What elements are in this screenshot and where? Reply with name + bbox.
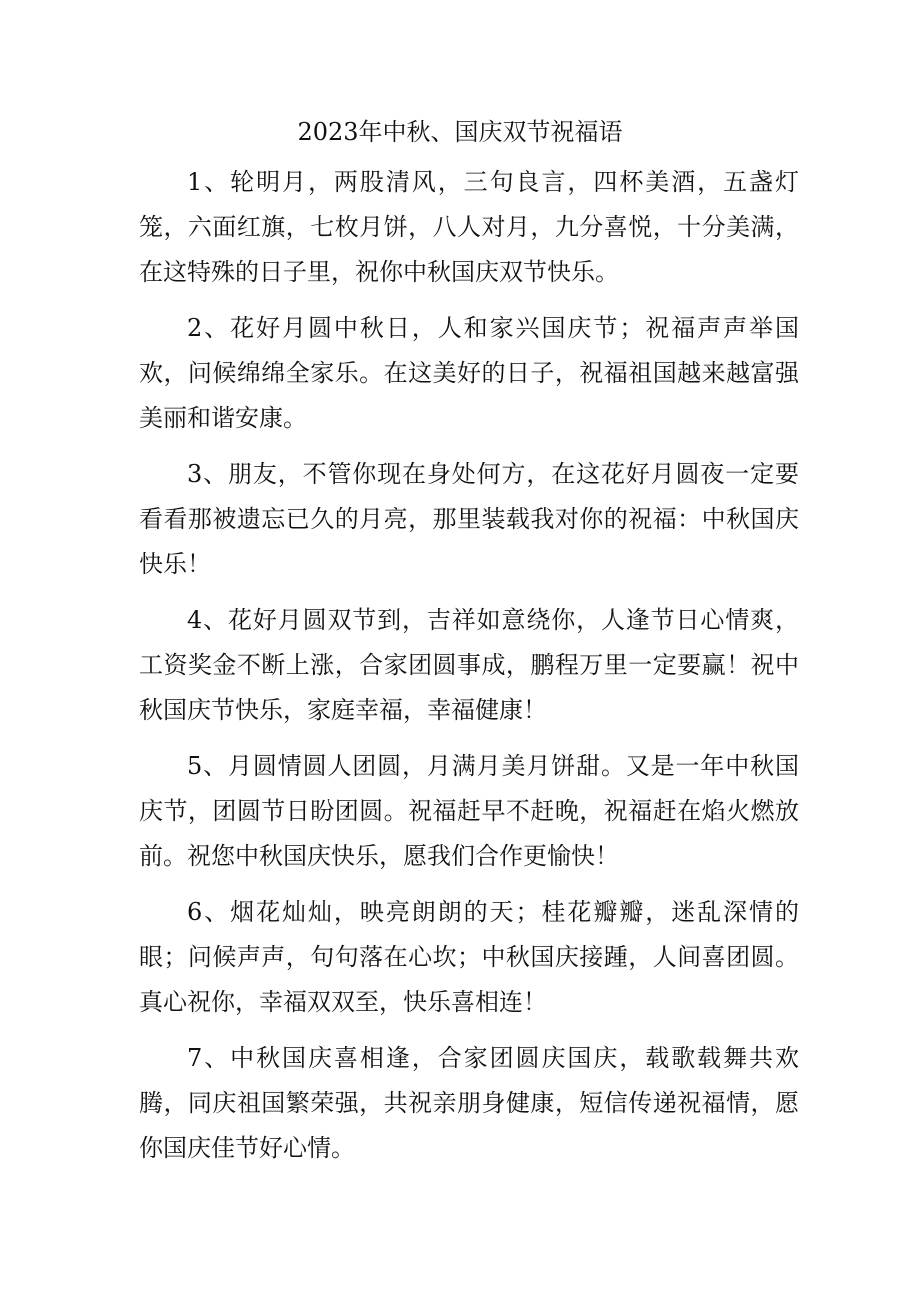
document-title: 2023年中秋、国庆双节祝福语 xyxy=(297,118,623,146)
paragraph-1: 1、轮明月，两股清风，三句良言，四杯美酒，五盏灯笼，六面红旗，七枚月饼，八人对月，九分喜悦，十分美满，在这特殊的日子里，祝你中秋国庆双节快乐。 xyxy=(139,168,799,286)
document-body xyxy=(139,160,799,1182)
paragraph-7: 7、中秋国庆喜相逢，合家团圆庆国庆，载歌载舞共欢腾，同庆祖国繁荣强，共祝亲朋身健康，短信传递祝福情，愿你国庆佳节好心情。 xyxy=(139,1044,799,1162)
paragraph-5: 5、月圆情圆人团圆，月满月美月饼甜。又是一年中秋国庆节，团圆节日盼团圆。祝福赶早不赶晚，祝福赶在焰火燃放前。祝您中秋国庆快乐，愿我们合作更愉快！ xyxy=(139,752,799,870)
paragraph-3: 3、朋友，不管你现在身处何方，在这花好月圆夜一定要看看那被遗忘已久的月亮，那里装载我对你的祝福：中秋国庆快乐！ xyxy=(139,460,799,578)
paragraph-4: 4、花好月圆双节到，吉祥如意绕你，人逢节日心情爽，工资奖金不断上涨，合家团圆事成，鹏程万里一定要赢！祝中秋国庆节快乐，家庭幸福，幸福健康！ xyxy=(139,606,799,724)
paragraph-6: 6、烟花灿灿，映亮朗朗的天；桂花瓣瓣，迷乱深情的眼；问候声声，句句落在心坎；中秋国庆接踵，人间喜团圆。真心祝你，幸福双双至，快乐喜相连！ xyxy=(139,898,799,1016)
paragraph-2: 2、花好月圆中秋日，人和家兴国庆节；祝福声声举国欢，问候绵绵全家乐。在这美好的日子，祝福祖国越来越富强美丽和谐安康。 xyxy=(139,314,799,432)
